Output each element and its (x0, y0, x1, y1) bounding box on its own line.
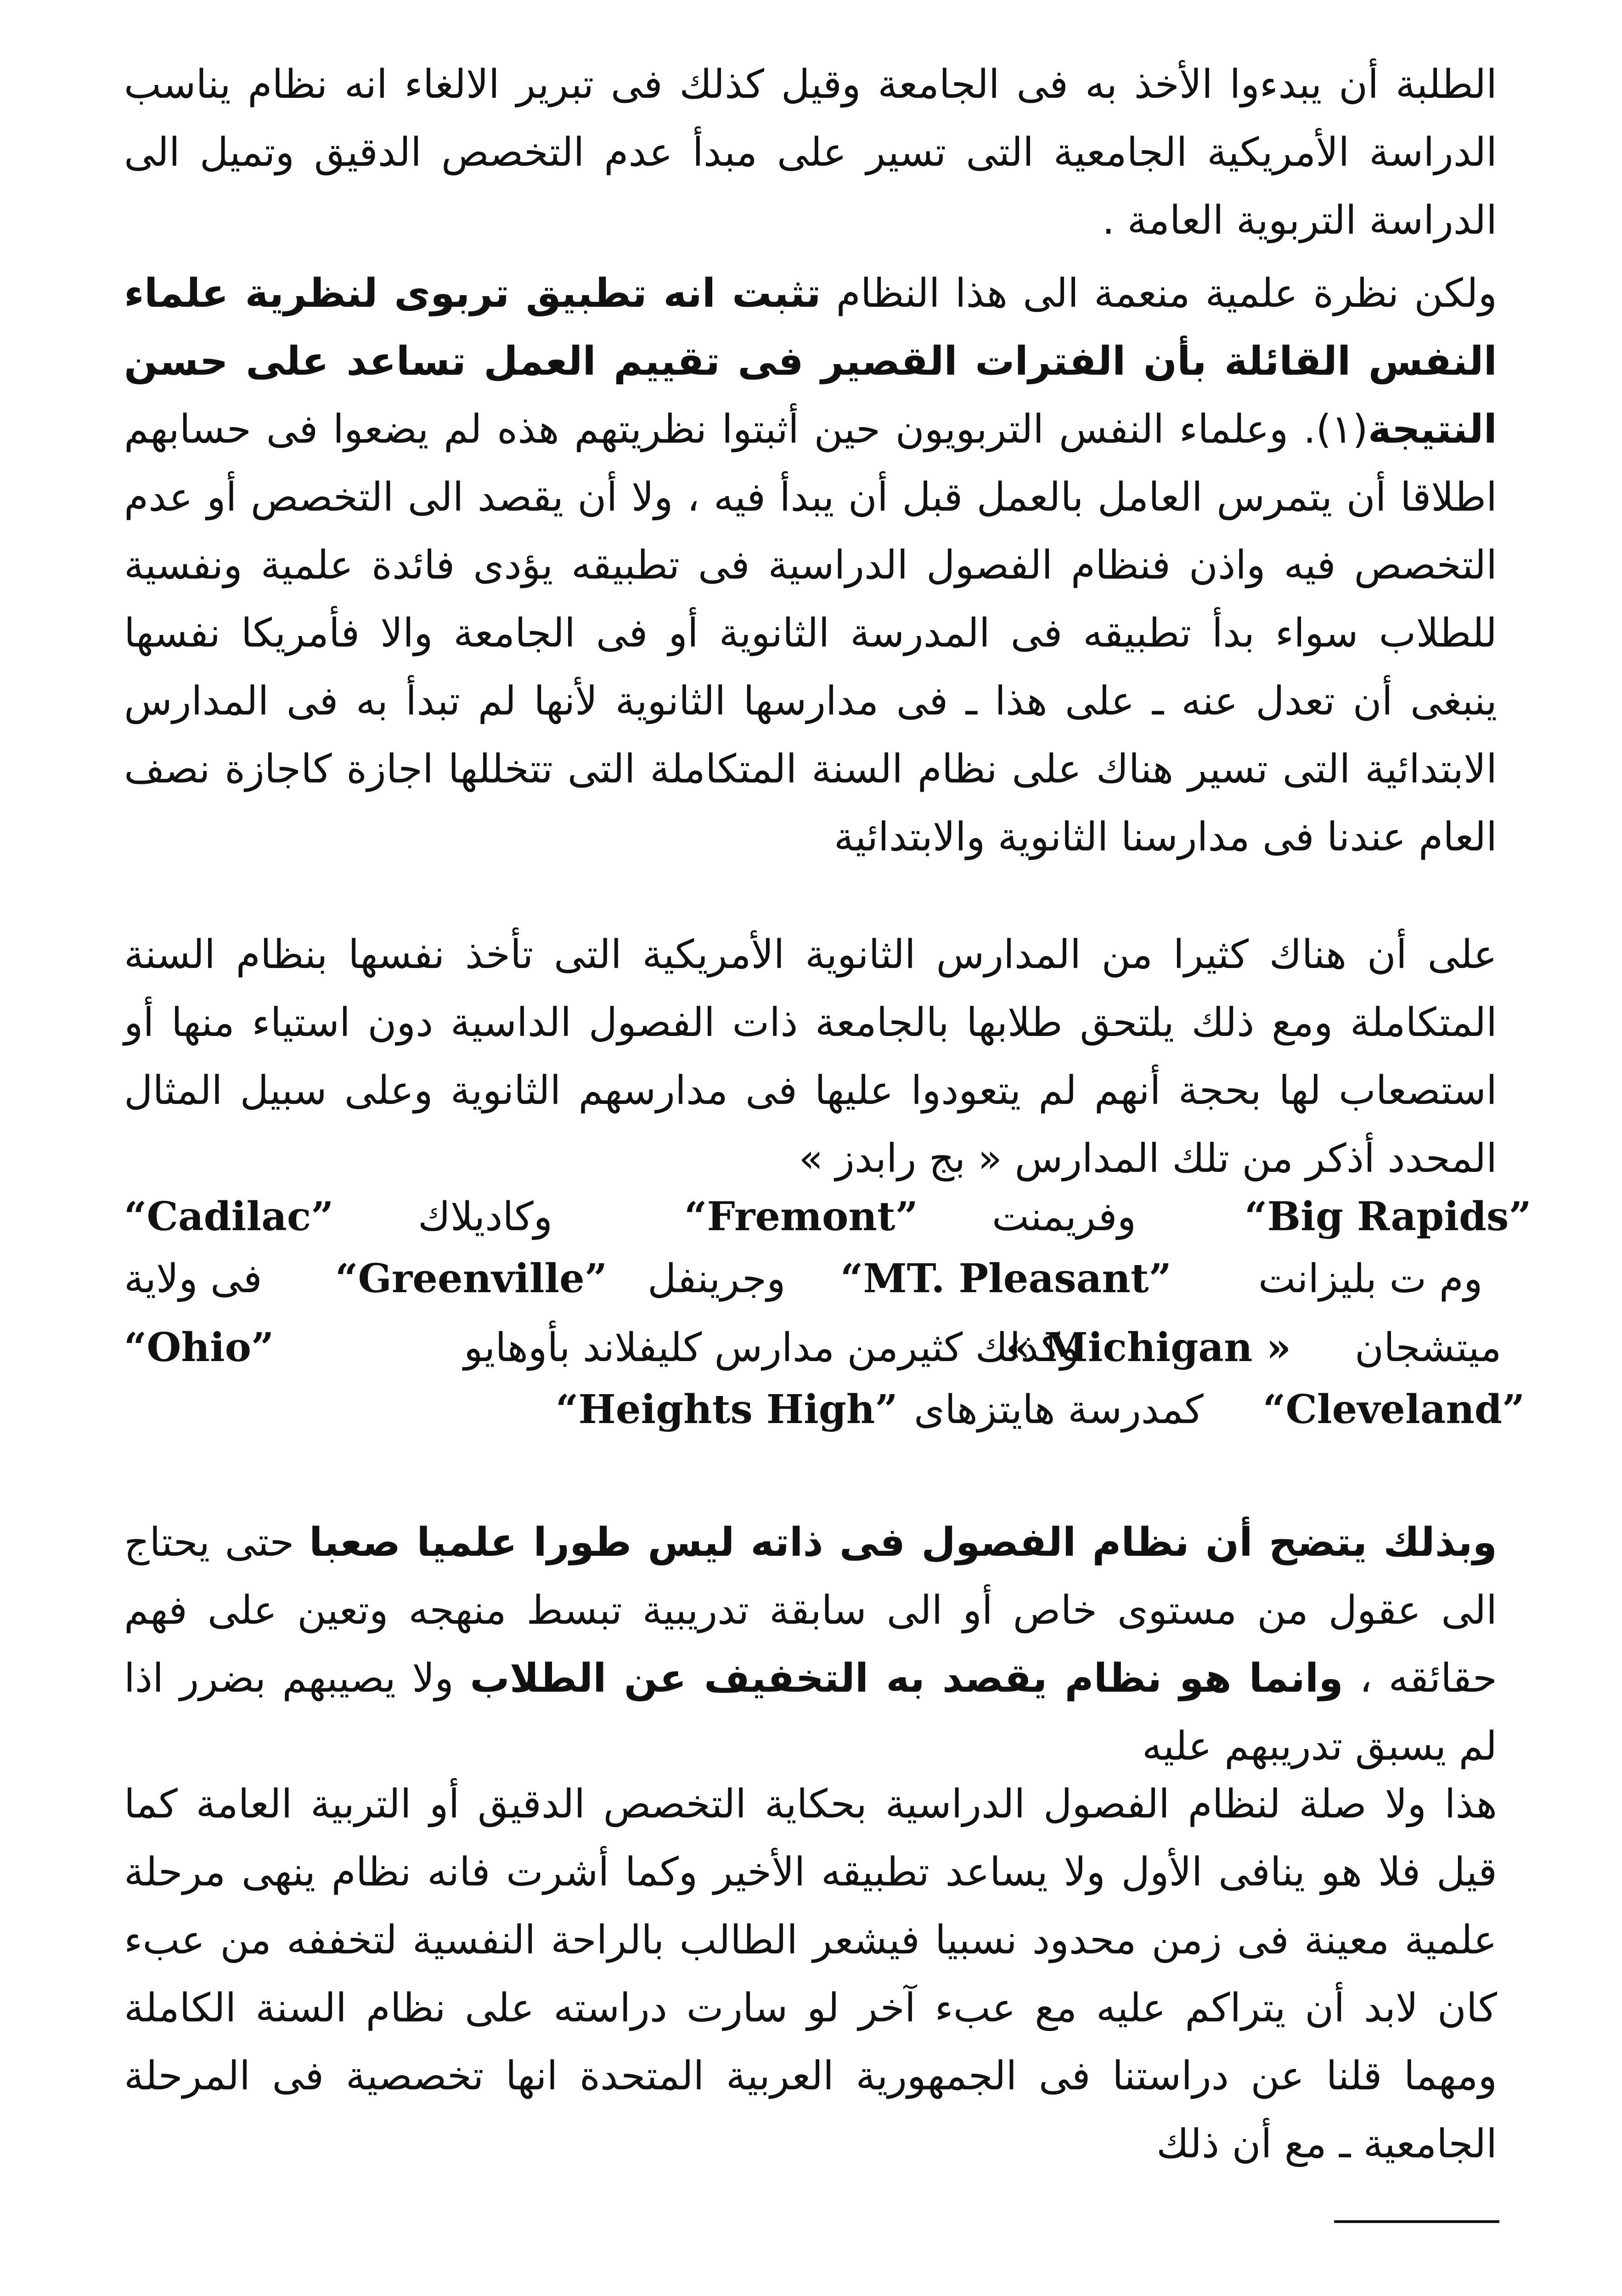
school-names-row-2 (124, 1247, 1497, 1311)
paragraph-4-end: ولا يصيبهم بضرر اذا لم يسبق تدريبهم عليه (124, 1655, 1497, 1769)
paragraph-4 (124, 1508, 1497, 1780)
school-name-fremont-en: “Fremont” (684, 1193, 918, 1240)
state-prefix-ar: فى ولاية (124, 1256, 262, 1302)
state-name-michigan-en: « Michigan » (1006, 1324, 1291, 1371)
footnote (147, 2289, 1499, 2296)
school-name-cadillac-ar: وكاديلاك (418, 1194, 553, 1240)
school-names-row-1 (124, 1185, 1532, 1249)
school-names-row-3 (124, 1316, 1502, 1380)
footnote-citation (147, 2289, 1029, 2296)
paragraph-4-mid: حتى يحتاج الى عقول من مستوى خاص أو الى سابقة تدريبية تبسط منهجه وتعين على فهم حقائقه ، (124, 1519, 1497, 1701)
school-name-big-rapids-en: “Big Rapids” (1245, 1193, 1532, 1240)
paragraph-4-bold-2: وانما هو نظام يقصد به التخفيف عن الطلاب (470, 1655, 1343, 1701)
paragraph-2-lead: ولكن نظرة علمية منعمة الى هذا النظام (836, 270, 1498, 316)
footnote-divider (1334, 2220, 1499, 2223)
paragraph-2 (124, 259, 1497, 871)
school-name-heights-high-en: “Heights High” (556, 1386, 898, 1433)
school-name-mt-pleasant-en: “MT. Pleasant” (840, 1255, 1172, 1302)
paragraph-5 (124, 1770, 1497, 2178)
paragraph-1-text: الطلبة أن يبدءوا الأخذ به فى الجامعة وقيل كذلك فى تبرير الالغاء انه نظام يناسب الدراسة الأمريكية الجامعية التى تسير على مبدأ عدم التخصص الدقيق وتميل الى الدراسة التربوية العامة . (124, 62, 1497, 243)
paragraph-2-bold-thesis: تثبت انه تطبيق تربوى لنظرية علماء النفس القائلة بأن الفترات القصير فى تقييم العمل تساعد على حسن النتيجة (124, 270, 1497, 452)
school-name-greenville-ar: وجرينفل (648, 1256, 786, 1302)
paragraph-1 (124, 51, 1497, 254)
school-name-fremont-ar: وفريمنت (992, 1194, 1137, 1240)
school-name-mt-pleasant-ar: وم ت بليزانت (1258, 1256, 1483, 1302)
state-name-michigan-ar: ميتشجان (1355, 1325, 1502, 1371)
footnote-marker (1453, 2289, 1499, 2296)
paragraph-3 (124, 921, 1497, 1193)
school-name-cadillac-en: “Cadilac” (124, 1193, 334, 1240)
paragraph-2-rest: . وعلماء النفس التربويون حين أثبتوا نظريتهم هذه لم يضعوا فى حسابهم اطلاقا أن يتمرس العامل بالعمل قبل أن يبدأ فيه ، ولا أن يقصد الى التخصص أو عدم التخصص فيه واذن فنظام الفصول الدراسية فى تطبيقه يؤدى فائدة علمية ونفسية للطلاب سواء بدأ تطبيقه فى المدرسة الثانوية أو فى الجامعة والا فأمريكا نفسها ينبغى أن تعدل عنه ـ على هذا ـ فى مدارسها الثانوية لأنها لم تبدأ به فى المدارس الابتدائية التى تسير هناك على نظام السنة المتكاملة التى تتخللها اجازة كاجازة نصف العام عندنا فى مدارسنا الثانوية والابتدائية (124, 406, 1497, 860)
state-name-ohio-en: “Ohio” (124, 1324, 274, 1371)
paragraph-5-text: هذا ولا صلة لنظام الفصول الدراسية بحكاية التخصص الدقيق أو التربية العامة كما قيل فلا هو ينافى الأول ولا يساعد تطبيقه الأخير وكما أشرت فانه نظام ينهى مرحلة علمية معينة فى زمن محدود نسبيا فيشعر الطالب بالراحة النفسية لتخففه من عبء كان لابد أن يتراكم عليه مع عبء آخر لو سارت دراسته على نظام السنة الكاملة ومهما قلنا عن دراستنا فى الجمهورية العربية المتحدة انها تخصصية فى المرحلة الجامعية ـ مع أن ذلك (124, 1781, 1497, 2167)
paragraph-3-text: على أن هناك كثيرا من المدارس الثانوية الأمريكية التى تأخذ نفسها بنظام السنة المتكاملة ومع ذلك يلتحق طلابها بالجامعة ذات الفصول الداسية دون استياء منها أو استصعاب لها بحجة أنهم لم يتعودوا عليها فى مدارسهم الثانوية وعلى سبيل المثال المحدد أذكر من تلك المدارس « بج رابدز » (124, 932, 1497, 1182)
school-name-greenville-en: “Greenville” (335, 1255, 608, 1302)
cleveland-schools-ar: وكذلك كثيرمن مدارس كليفلاند بأوهايو (464, 1325, 1079, 1371)
footnote-ref-marker: (١) (1316, 406, 1368, 452)
school-name-heights-high-ar: كمدرسة هايتزهاى (914, 1387, 1204, 1433)
footnote-line-1 (147, 2289, 1499, 2296)
paragraph-4-bold-1: وبذلك يتضح أن نظام الفصول فى ذاته ليس طورا علميا صعبا (309, 1519, 1498, 1565)
school-names-row-4 (124, 1378, 1525, 1442)
school-name-cleveland-en: “Cleveland” (1263, 1386, 1525, 1433)
